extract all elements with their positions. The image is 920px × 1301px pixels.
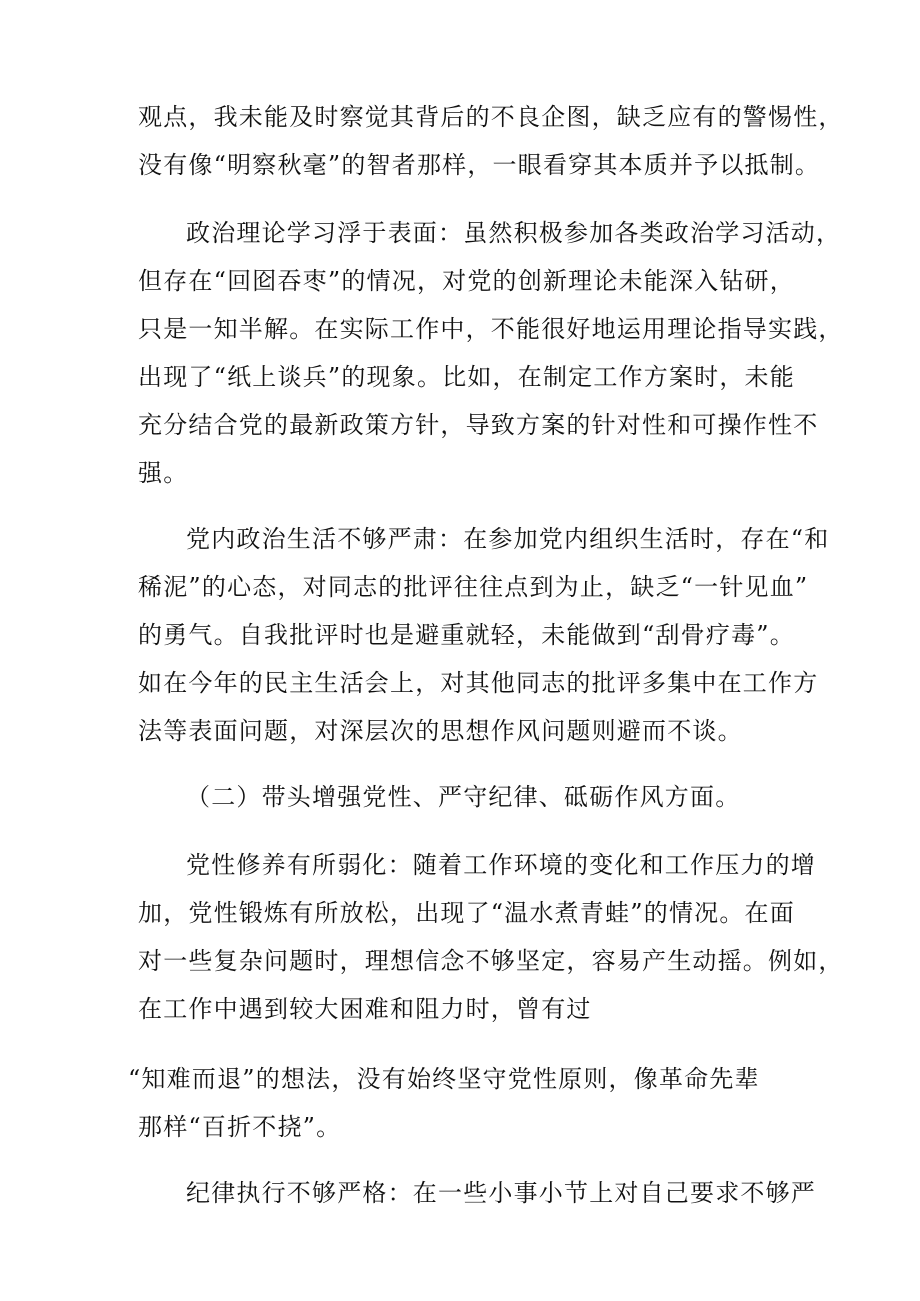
text-line: 没有像“明察秋毫”的智者那样，一眼看穿其本质并予以抵制。	[138, 151, 821, 179]
text-line: 法等表面问题，对深层次的思想作风问题则避而不谈。	[138, 717, 743, 745]
paragraph-first-line: 政治理论学习浮于表面：虽然积极参加各类政治学习活动，	[186, 219, 842, 247]
text-line: 的勇气。自我批评时也是避重就轻，未能做到“刮骨疗毒”。	[138, 621, 795, 649]
text-line: “知难而退”的想法，没有始终坚守党性原则，像革命先辈	[128, 1065, 760, 1093]
text-line: 出现了“纸上谈兵”的现象。比如，在制定工作方案时，未能	[138, 363, 795, 391]
text-line: 那样“百折不挠”。	[138, 1113, 342, 1141]
paragraph-first-line: 党性修养有所弱化：随着工作环境的变化和工作压力的增	[186, 851, 816, 879]
text-line: 但存在“回囵吞枣”的情况，对党的创新理论未能深入钻研，	[138, 267, 795, 295]
section-heading: （二）带头增强党性、严守纪律、砥砺作风方面。	[186, 783, 741, 811]
text-line: 只是一知半解。在实际工作中，不能很好地运用理论指导实践，	[138, 315, 844, 343]
paragraph-first-line: 党内政治生活不够严肃：在参加党内组织生活时，存在“和	[186, 525, 830, 553]
text-line: 强。	[138, 459, 189, 487]
text-line: 加，党性锻炼有所放松，出现了“温水煮青蛙”的情况。在面	[138, 899, 795, 927]
text-line: 对一些复杂问题时，理想信念不够坚定，容易产生动摇。例如，	[138, 947, 844, 975]
text-line: 在工作中遇到较大困难和阻力时，曾有过	[138, 995, 592, 1023]
text-line: 充分结合党的最新政策方针，导致方案的针对性和可操作性不	[138, 411, 819, 439]
text-line: 观点，我未能及时察觉其背后的不良企图，缺乏应有的警惕性，	[138, 103, 844, 131]
text-line: 如在今年的民主生活会上，对其他同志的批评多集中在工作方	[138, 669, 819, 697]
paragraph-first-line: 纪律执行不够严格：在一些小事小节上对自己要求不够严	[186, 1179, 816, 1207]
text-line: 稀泥”的心态，对同志的批评往往点到为止，缺乏“一针见血”	[138, 573, 809, 601]
